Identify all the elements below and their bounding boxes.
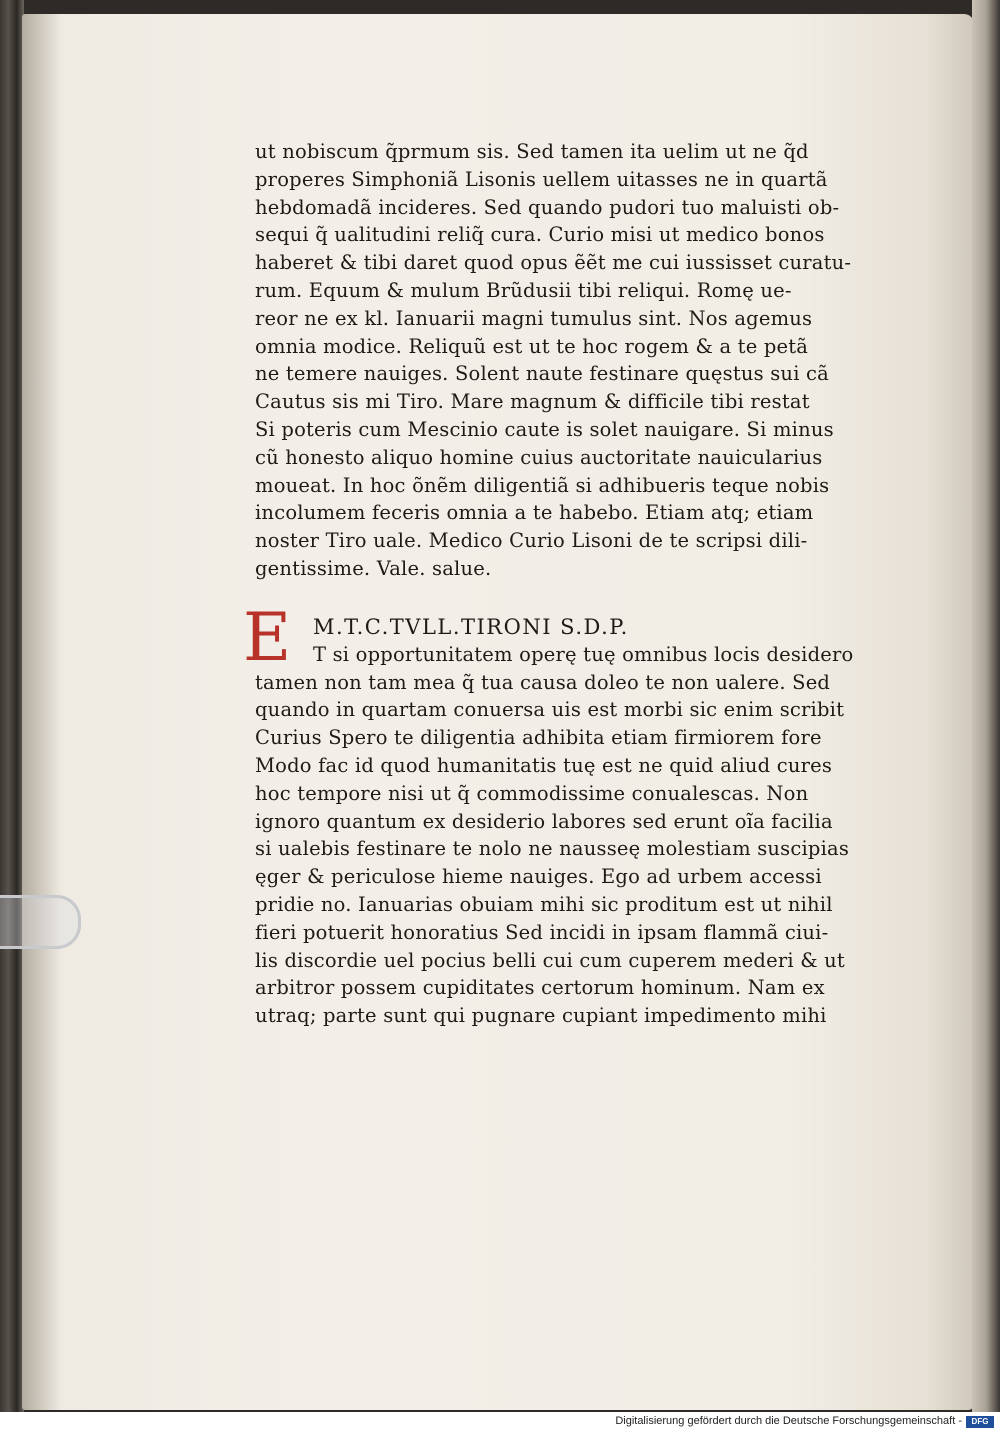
text-line: si ualebis festinare te nolo ne nausseę molestiam suscipias <box>255 837 850 861</box>
text-line: cũ honesto aliquo homine cuius auctoritate nauicularius <box>255 445 823 469</box>
text-line: lis discordie uel pocius belli cui cum cuperem mederi & ut <box>255 948 845 972</box>
text-line: T si opportunitatem operę tuę omnibus locis desidero <box>313 642 854 666</box>
text-line: incolumem feceris omnia a te habebo. Etiam atq; etiam <box>255 501 814 525</box>
text-line: Modo fac id quod humanitatis tuę est ne quid aliud cures <box>255 753 833 777</box>
funding-credit: Digitalisierung gefördert durch die Deutsche Forschungsgemeinschaft - <box>615 1415 962 1427</box>
text-line: Si poteris cum Mescinio caute is solet nauigare. Si minus <box>255 417 834 441</box>
text-line: moueat. In hoc õnẽm diligentiã si adhibueris teque nobis <box>255 473 830 497</box>
text-line: quando in quartam conuersa uis est morbi sic enim scribit <box>255 698 845 722</box>
text-line: arbitror possem cupiditates certorum hominum. Nam ex <box>255 976 825 1000</box>
text-line: sequi q̃ ualitudini reliq̃ cura. Curio misi ut medico bonos <box>255 223 825 247</box>
text-line: haberet & tibi daret quod opus ẽẽt me cui iussisset curatu- <box>255 251 852 275</box>
book-binding-edge <box>0 0 24 1412</box>
text-line: omnia modice. Reliquũ est ut te hoc rogem & a te petã <box>255 334 809 358</box>
text-line: ut nobiscum q̃prmum sis. Sed tamen ita uelim ut ne q̃d <box>255 140 809 163</box>
text-line: noster Tiro uale. Medico Curio Lisoni de te scripsi dili- <box>255 529 808 553</box>
text-line: Cautus sis mi Tiro. Mare magnum & difficile tibi restat <box>255 390 810 414</box>
text-line: tamen non tam mea q̃ tua causa doleo te non ualere. Sed <box>255 670 831 694</box>
text-line: gentissime. Vale. salue. <box>255 556 492 580</box>
paper-clip <box>0 895 81 949</box>
letter-heading: M.T.C.TVLL.TIRONI S.D.P. <box>313 614 629 639</box>
letter-continuation <box>255 138 852 583</box>
text-line: fieri potuerit honoratius Sed incidi in ipsam flammã ciui- <box>255 920 829 944</box>
paragraph-gap <box>255 583 835 613</box>
text-line: ignoro quantum ex desiderio labores sed erunt oĩa facilia <box>255 809 833 833</box>
text-line: ne temere nauiges. Solent naute festinare quęstus sui cã <box>255 362 829 386</box>
new-letter <box>243 598 854 1030</box>
text-line: reor ne ex kl. Ianuarii magni tumulus sint. Nos agemus <box>255 306 813 330</box>
text-line: hebdomadã incideres. Sed quando pudori tuo maluisti ob- <box>255 195 840 219</box>
printed-text-block <box>243 138 854 1030</box>
next-leaf-edge <box>972 0 1000 1412</box>
text-line: pridie no. Ianuarias obuiam mihi sic proditum est ut nihil <box>255 892 833 916</box>
footer-bar <box>0 1412 1000 1432</box>
letter-body <box>255 641 854 1030</box>
rubricated-initial: E <box>243 598 292 676</box>
text-line: properes Simphoniã Lisonis uellem uitasses ne in quartã <box>255 167 828 191</box>
dfg-logo: DFG <box>966 1416 994 1428</box>
text-line: ęger & periculose hieme nauiges. Ego ad urbem accessi <box>255 865 822 889</box>
text-line: hoc tempore nisi ut q̃ commodissime conualescas. Non <box>255 781 809 805</box>
text-line: rum. Equum & mulum Brũdusii tibi reliqui. Romę ue- <box>255 278 792 302</box>
gutter-shadow <box>22 14 62 1410</box>
text-line: utraq; parte sunt qui pugnare cupiant impedimento mihi <box>255 1004 827 1028</box>
text-line: Curius Spero te diligentia adhibita etiam firmiorem fore <box>255 726 822 750</box>
